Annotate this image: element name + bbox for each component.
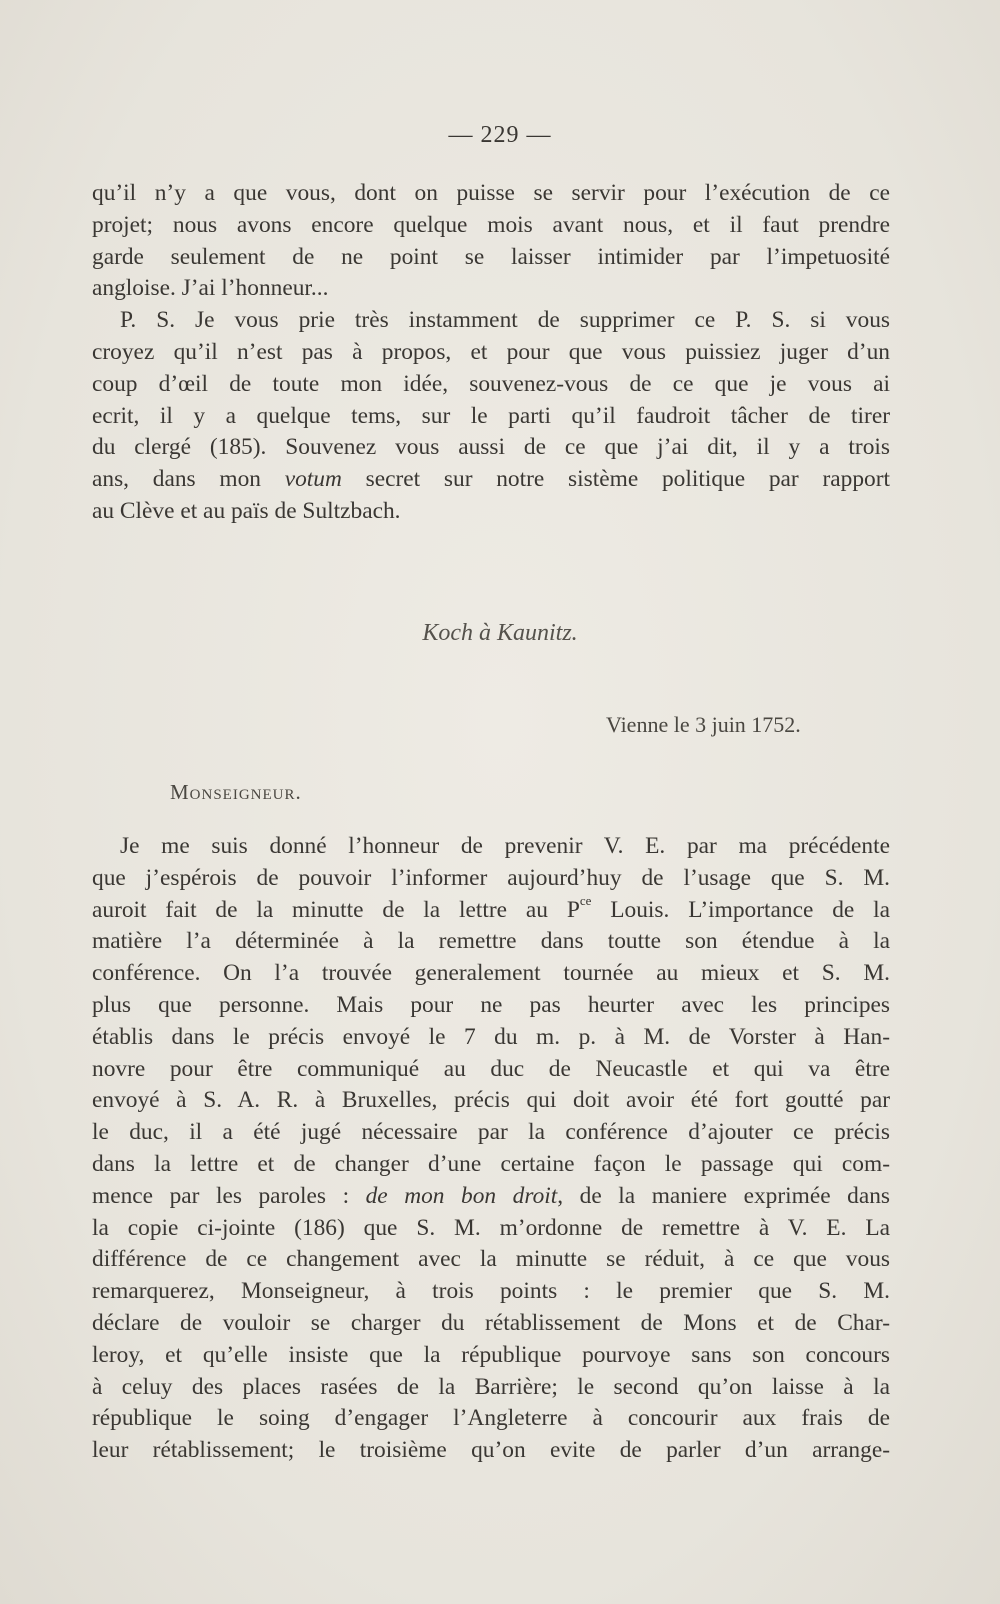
text-line: différence de ce changement avec la minutte se réduit, à ce que vous — [92, 1246, 890, 1273]
text-line: projet; nous avons encore quelque mois avant nous, et il faut prendre — [92, 211, 890, 238]
text-line: ans, dans mon votum secret sur notre sistème politique par rapport — [92, 466, 890, 493]
letter-heading: Koch à Kaunitz. — [422, 620, 578, 646]
text-line: conférence. On l’a trouvée generalement tournée au mieux et S. M. — [92, 960, 890, 987]
text-line: déclare de vouloir se charger du rétablissement de Mons et de Char- — [92, 1309, 890, 1336]
text-line: envoyé à S. A. R. à Bruxelles, précis qui doit avoir été fort goutté par — [92, 1087, 890, 1114]
page-number: — 229 — — [448, 122, 552, 148]
text-line: au Clève et au païs de Sultzbach. — [92, 497, 401, 524]
italic-term: votum — [284, 466, 342, 493]
text-line: la copie ci-jointe (186) que S. M. m’ordonne de remettre à V. E. La — [92, 1214, 890, 1241]
text-line: qu’il n’y a que vous, dont on puisse se servir pour l’exécution de ce — [92, 180, 890, 206]
text-line: établis dans le précis envoyé le 7 du m. p. à M. de Vorster à Han- — [92, 1023, 890, 1050]
text-line: dans la lettre et de changer d’une certaine façon le passage qui com- — [92, 1150, 890, 1177]
letter-date: Vienne le 3 juin 1752. — [606, 712, 801, 737]
continued-letter-text — [92, 178, 890, 528]
text-line: à celuy des places rasées de la Barrière; le second qu’on laisse à la — [92, 1373, 890, 1400]
letter-body — [92, 831, 890, 1467]
text-line: plus que personne. Mais pour ne pas heurter avec les principes — [92, 991, 890, 1018]
italic-quote: de mon bon droit — [365, 1182, 558, 1209]
text-line: auroit fait de la minutte de la lettre au $P^{ce}$ Louis. L’importance de la — [92, 892, 890, 923]
text-line: angloise. J’ai l’honneur... — [92, 275, 329, 302]
text-line: ecrit, il y a quelque tems, sur le parti qu’il faudroit tâcher de tirer — [92, 402, 890, 429]
superscript: ce — [579, 892, 592, 908]
text-line: matière l’a déterminée à la remettre dans toutte son étendue à la — [92, 928, 890, 955]
text-line: Je me suis donné l’honneur de prevenir V. E. par ma précédente — [120, 833, 890, 859]
text-line: que j’espérois de pouvoir l’informer aujourd’huy de l’usage que S. M. — [92, 864, 890, 891]
text-line: le duc, il a été jugé nécessaire par la conférence d’ajouter ce précis — [92, 1119, 890, 1146]
text-line: P. S. Je vous prie très instamment de supprimer ce P. S. si vous — [120, 307, 890, 334]
text-line: novre pour être communiqué au duc de Neucastle et qui va être — [92, 1055, 890, 1082]
text-line: leur rétablissement; le troisième qu’on evite de parler d’un arrange- — [92, 1437, 890, 1464]
text-line: remarquerez, Monseigneur, à trois points : le premier que S. M. — [92, 1278, 890, 1305]
text-line: leroy, et qu’elle insiste que la république pourvoye sans son concours — [92, 1341, 890, 1368]
text-line: république le soing d’engager l’Angleterre à concourir aux frais de — [92, 1405, 890, 1432]
text-line: mence par les paroles : de mon bon droit, de la maniere exprimée dans — [92, 1182, 890, 1209]
salutation: Monseigneur. — [170, 780, 302, 804]
text-line: du clergé (185). Souvenez vous aussi de ce que j’ai dit, il y a trois — [92, 434, 890, 461]
text-line: coup d’œil de toute mon idée, souvenez-vous de ce que je vous ai — [92, 370, 890, 397]
text-line: garde seulement de ne point se laisser intimider par l’impetuosité — [92, 243, 890, 270]
text-line: croyez qu’il n’est pas à propos, et pour que vous puissiez juger d’un — [92, 338, 890, 365]
